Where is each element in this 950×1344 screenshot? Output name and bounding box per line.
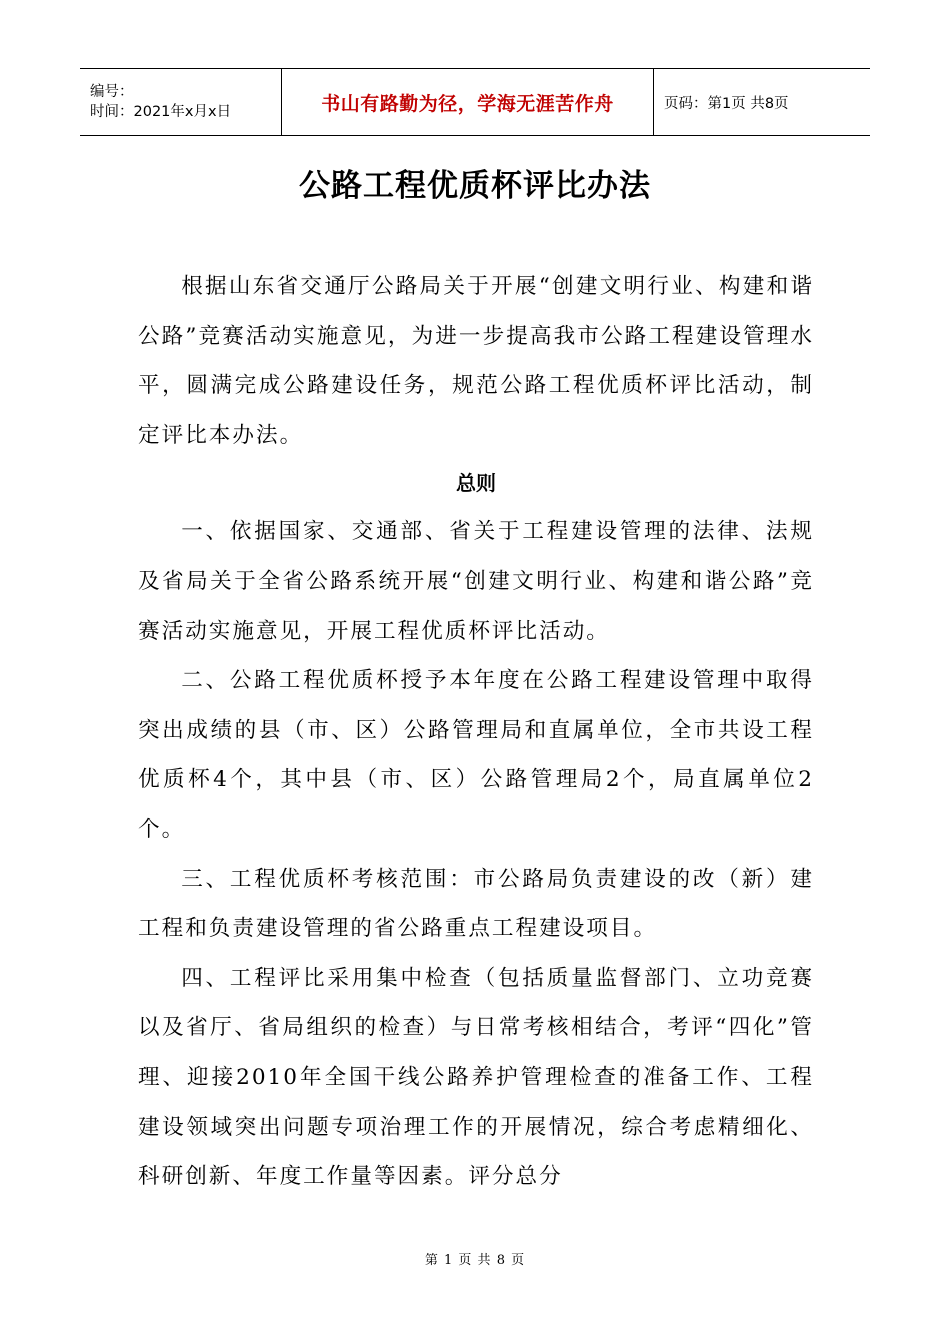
header-table: [80, 68, 870, 136]
header-meta-cell: [80, 69, 282, 135]
paragraph-3: 三、工程优质杯考核范围：市公路局负责建设的改（新）建工程和负责建设管理的省公路重点工程建设项目。: [138, 866, 814, 942]
document-title: 公路工程优质杯评比办法: [299, 168, 651, 204]
header-page-info: 页码：第1页 共8页: [664, 95, 789, 112]
header-motto: 书山有路勤为径，学海无涯苦作舟: [282, 69, 654, 135]
paragraph-4: 四、工程评比采用集中检查（包括质量监督部门、立功竞赛以及省厅、省局组织的检查）与日常考核相结合，考评“四化”管理、迎接2010年全国干线公路养护管理检查的准备工作、工程建设领域突出问题专项治理工作的开展情况，综合考虑精细化、科研创新、年度工作量等因素。评分总分: [138, 965, 814, 1190]
document-body: [138, 262, 814, 1202]
document-time-label: 时间：2021年x月x日: [90, 104, 232, 120]
paragraph-2: 二、公路工程优质杯授予本年度在公路工程建设管理中取得突出成绩的县（市、区）公路管理局和直属单位，全市共设工程优质杯4个，其中县（市、区）公路管理局2个，局直属单位2个。: [138, 668, 814, 842]
document-number-label: 编号：: [90, 84, 134, 100]
intro-paragraph: 根据山东省交通厅公路局关于开展“创建文明行业、构建和谐公路”竞赛活动实施意见，为进一步提高我市公路工程建设管理水平，圆满完成公路建设任务，规范公路工程优质杯评比活动，制定评比本办法。: [138, 274, 814, 448]
page-footer: 第 1 页 共 8 页: [424, 1253, 526, 1268]
section-heading: 总则: [456, 471, 496, 496]
paragraph-1: 一、依据国家、交通部、省关于工程建设管理的法律、法规及省局关于全省公路系统开展“创建文明行业、构建和谐公路”竞赛活动实施意见，开展工程优质杯评比活动。: [138, 519, 814, 644]
